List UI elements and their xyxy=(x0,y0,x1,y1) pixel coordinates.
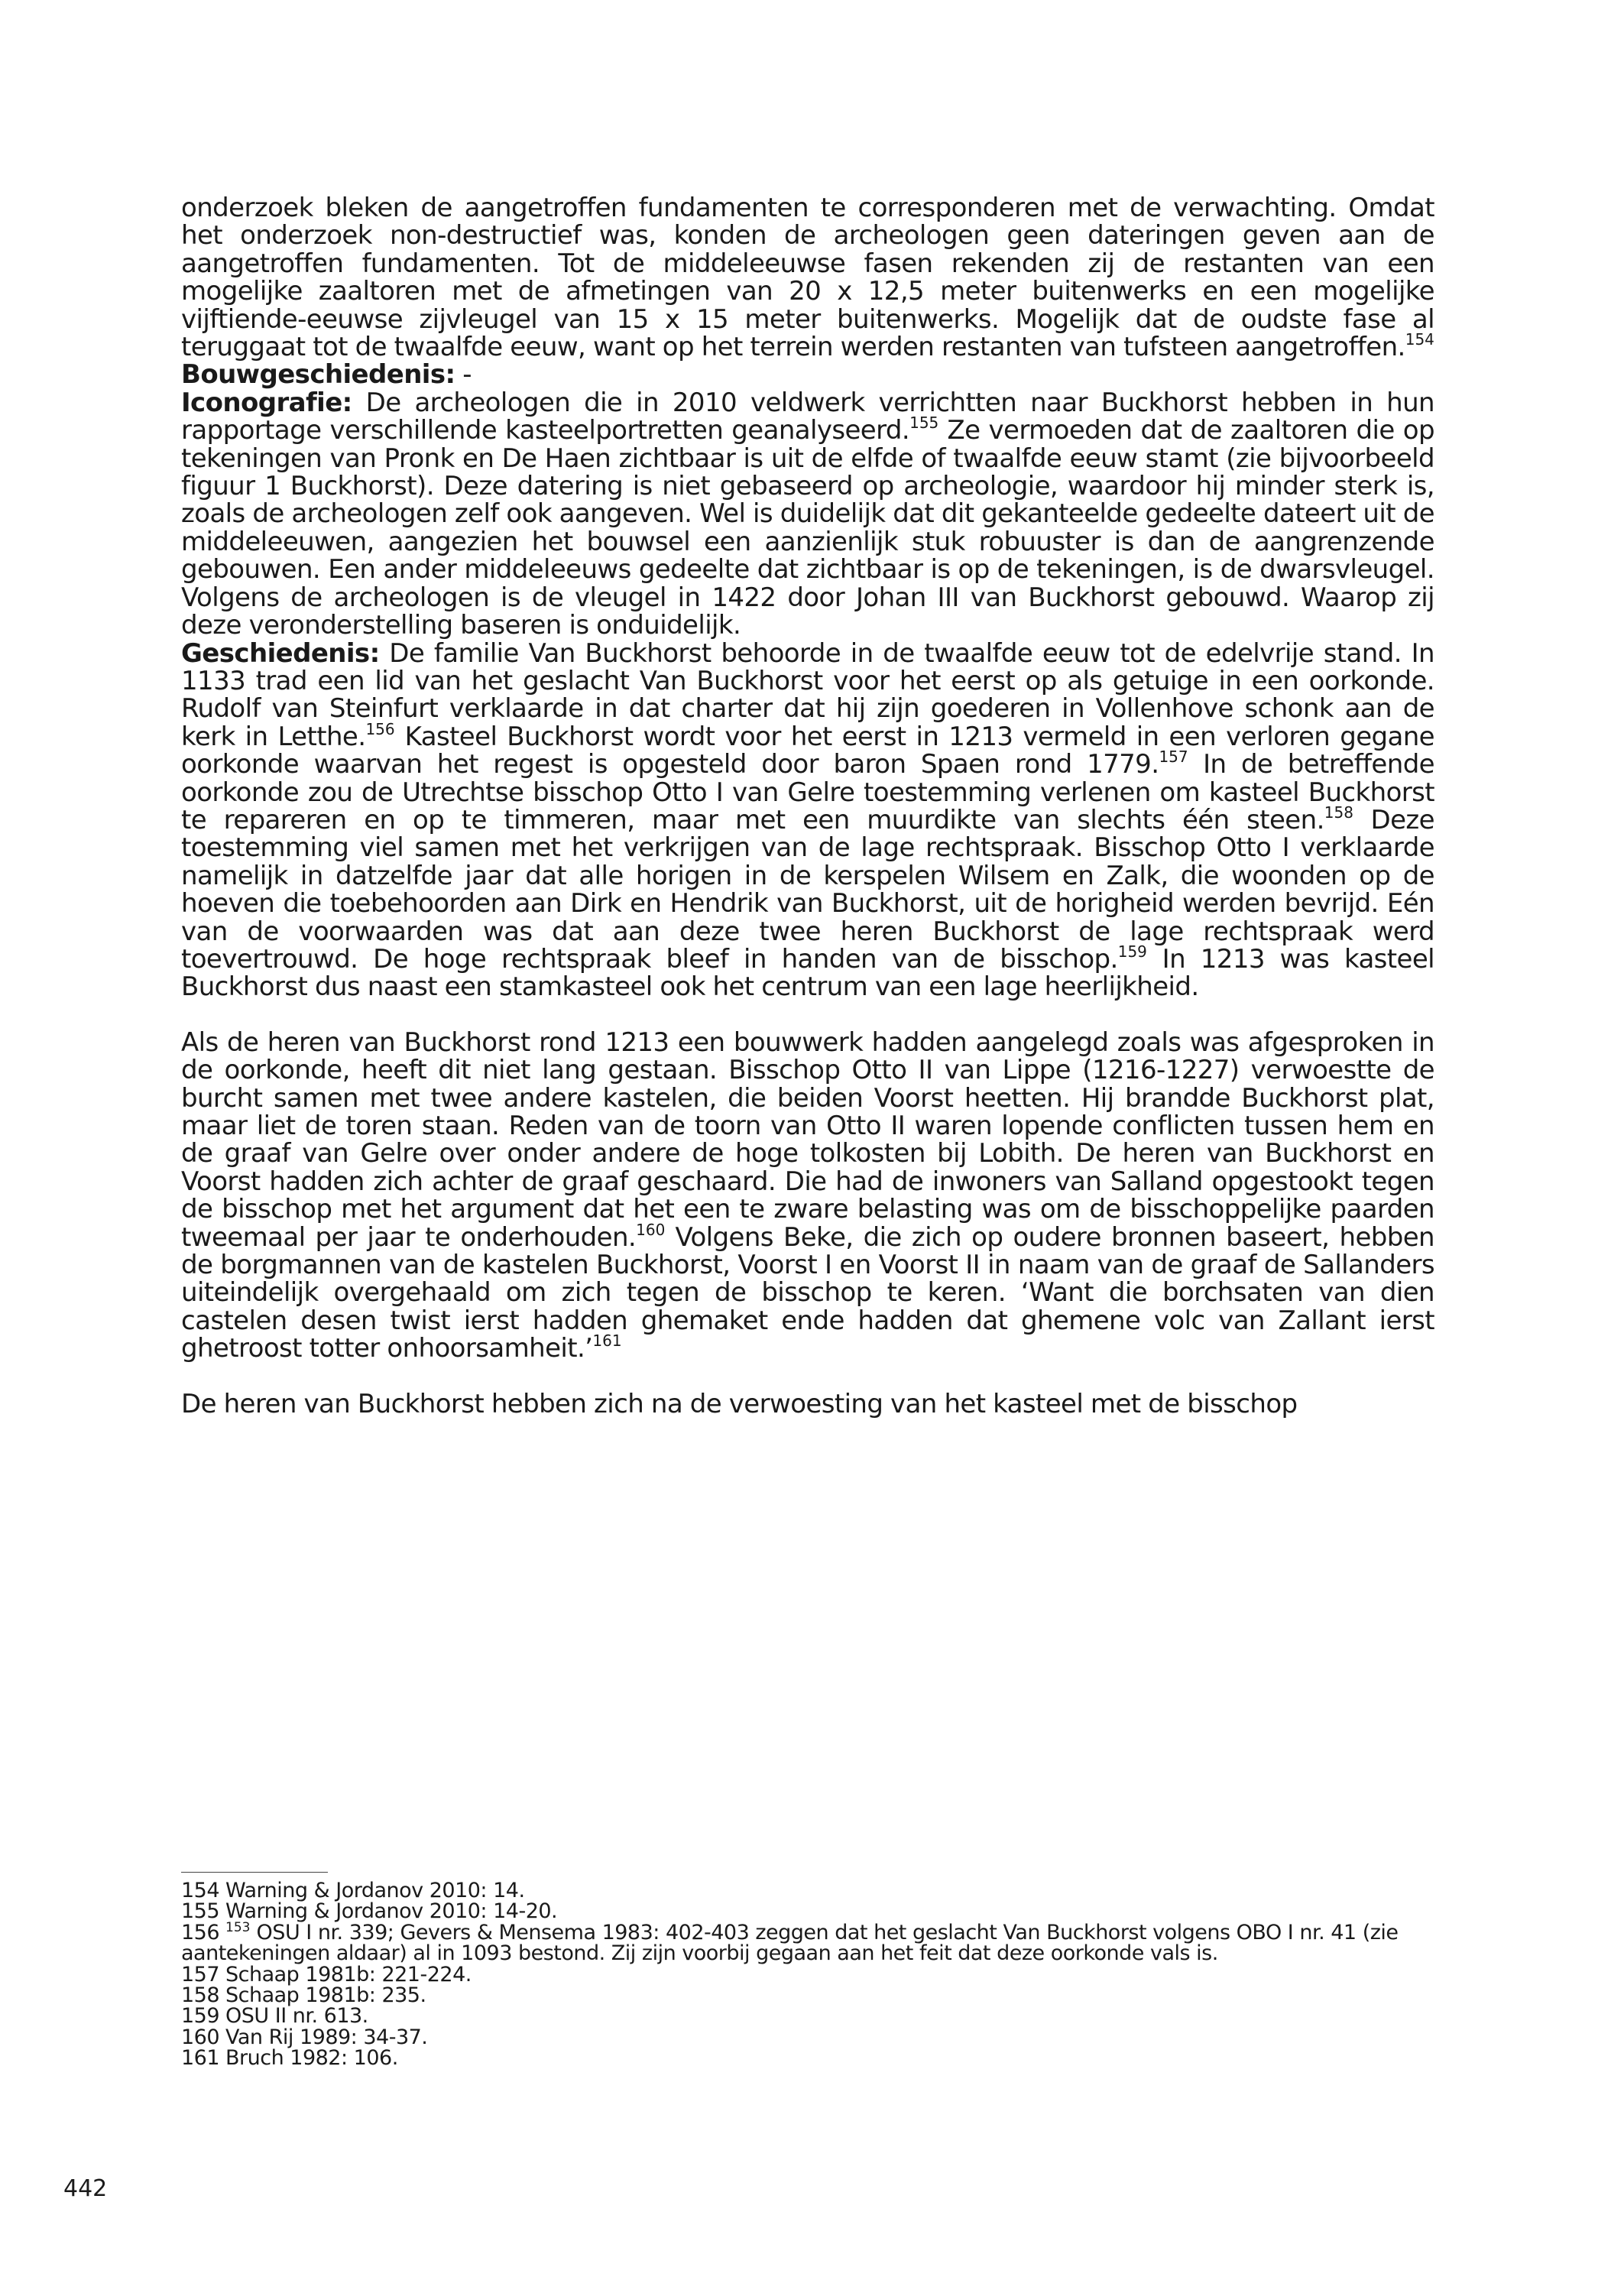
footnote-ref-156[interactable]: 156 xyxy=(365,719,395,738)
footnote-number: 154 xyxy=(181,1879,220,1902)
footnote xyxy=(181,2027,1434,2048)
footnote-separator xyxy=(181,1872,328,1873)
footnotes xyxy=(181,1880,1434,2069)
footnote-text: Bruch 1982: 106. xyxy=(225,2046,398,2071)
footnote xyxy=(181,1985,1434,2006)
footnote xyxy=(181,2004,1434,2029)
footnote-ref-161[interactable]: 161 xyxy=(592,1331,622,1351)
footnote-ref-160[interactable]: 160 xyxy=(636,1220,666,1239)
footnote xyxy=(181,1964,1434,1985)
footnote-ref-154[interactable]: 154 xyxy=(1405,330,1434,349)
page-number: 442 xyxy=(63,2175,108,2202)
footnote-number: 160 xyxy=(181,2025,220,2049)
footnote-text: OSU I nr. 339; Gevers & Mensema 1983: 402-403 zeggen dat het geslacht Van Buckhorst volgens OBO I nr. 41 (zie aantekeningen aldaar) al in 1093 bestond. Zij zijn voorbij gegaan aan het feit dat deze oorkonde vals is. xyxy=(181,1920,1399,1966)
footnote-number: 158 xyxy=(181,1983,220,2008)
footnote-number: 156 xyxy=(181,1920,220,1944)
footnote-number: 161 xyxy=(181,2046,220,2071)
footnote xyxy=(181,2046,1434,2071)
paragraph-geschiedenis: Geschiedenis: De familie Van Buckhorst behoorde in de twaalfde eeuw tot de edelvrije stand. In 1133 trad een lid van het geslacht Van Buckhorst voor het eerst op als getuige in een oorkonde. Rudolf van Steinfurt verklaarde in dat charter dat hij zijn goederen in Vollenhove schonk aan de kerk in Letthe.$^{156}$ Kasteel Buckhorst wordt voor het eerst in 1213 vermeld in een verloren gegane oorkonde waarvan het regest is opgesteld door baron Spaen rond 1779.$^{157}$ In de betreffende oorkonde zou de Utrechtse bisschop Otto I van Gelre toestemming verlenen om kasteel Buckhorst te repareren en op te timmeren, maar met een muurdikte van slechts één steen.$^{158}$ Deze toestemming viel samen met het verkrijgen van de lage rechtspraak. Bisschop Otto I verklaarde namelijk in datzelfde jaar dat alle horigen in de kerspelen Wilsem en Zalk, die woonden op de hoeven die toebehoorden aan Dirk en Hendrik van Buckhorst, uit de horigheid werden bevrijd. Eén van de voorwaarden was dat aan deze twee heren Buckhorst de lage rechtspraak werd toevertrouwd. De hoge rechtspraak bleef in handen van de bisschop.$^{159}$ In 1213 was kasteel Buckhorst dus naast een stamkasteel ook het centrum van een lage heerlijkheid. xyxy=(181,637,1435,1003)
heading-bouwgeschiedenis: Bouwgeschiedenis: xyxy=(181,359,455,391)
footnote-text: Warning & Jordanov 2010: 14. xyxy=(225,1879,525,1902)
footnote-number: 155 xyxy=(181,1899,220,1924)
footnote-inner-ref: 153 xyxy=(225,1919,251,1935)
paragraph-iconografie: Iconografie: De archeologen die in 2010 veldwerk verrichtten naar Buckhorst hebben in hun rapportage verschillende kasteelportretten geanalyseerd.$^{155}$ Ze vermoeden dat de zaaltoren die op tekeningen van Pronk en De Haen zichtbaar is uit de elfde of twaalfde eeuw stamt (zie bijvoorbeeld figuur 1 Buckhorst). Deze datering is niet gebaseerd op archeologie, waardoor hij minder sterk is, zoals de archeologen zelf ook aangeven. Wel is duidelijk dat dit gekanteelde gedeelte dateert uit de middeleeuwen, aangezien het bouwsel een aanzienlijk stuk robuuster is dan de aangrenzende gebouwen. Een ander middeleeuws gedeelte dat zichtbaar is op de tekeningen, is de dwarsvleugel. Volgens de archeologen is de vleugel in 1422 door Johan III van Buckhorst gebouwd. Waarop zij deze veronderstelling baseren is onduidelijk. xyxy=(181,387,1434,641)
footnote-ref-155[interactable]: 155 xyxy=(909,414,939,433)
heading-iconografie: Iconografie: xyxy=(181,387,352,418)
paragraph-destruction: Als de heren van Buckhorst rond 1213 een bouwwerk hadden aangelegd zoals was afgesproken in de oorkonde, heeft dit niet lang gestaan. Bisschop Otto II van Lippe (1216-1227) verwoestte de burcht samen met twee andere kastelen, die beiden Voorst heetten. Hij brandde Buckhorst plat, maar liet de toren staan. Reden van de toorn van Otto II waren lopende conflicten tussen hem en de graaf van Gelre over onder andere de hoge tolkosten bij Lobith. De heren van Buckhorst en Voorst hadden zich achter de graaf geschaard. Die had de inwoners van Salland opgestookt tegen de bisschop met het argument dat het een te zware belasting was om de bisschoppelijke paarden tweemaal per jaar te onderhouden.$^{160}$ Volgens Beke, die zich op oudere bronnen baseert, hebben de borgmannen van de kastelen Buckhorst, Voorst I en Voorst II in naam van de graaf de Sallanders uiteindelijk overgehaald om zich tegen de bisschop te keren. ‘Want die borchsaten van dien castelen desen twist ierst hadden ghemaket ende hadden dat ghemene volc van Zallant ierst ghetroost totter onhoorsamheit.’$^{161}$ xyxy=(181,1026,1434,1364)
footnote xyxy=(181,1919,1434,1966)
heading-geschiedenis: Geschiedenis: xyxy=(181,637,380,669)
footnote-number: 157 xyxy=(181,1962,220,1987)
footnote-text: Warning & Jordanov 2010: 14-20. xyxy=(225,1899,558,1924)
main-text xyxy=(181,194,1434,1418)
footnote-text: Schaap 1981b: 221-224. xyxy=(225,1962,472,1987)
footnote xyxy=(181,1880,1434,1901)
footnote-text: OSU II nr. 613. xyxy=(225,2004,368,2029)
paragraph-continuation: De heren van Buckhorst hebben zich na de verwoesting van het kasteel met de bisschop xyxy=(181,1388,1298,1419)
footnote-number: 159 xyxy=(181,2004,220,2029)
footnote-text: Schaap 1981b: 235. xyxy=(225,1983,426,2008)
paragraph-excavation: onderzoek bleken de aangetroffen fundamenten te corresponderen met de verwachting. Omdat het onderzoek non-destructief was, konden de archeologen geen dateringen geven aan de aangetroffen fundamenten. Tot de middeleeuwse fasen rekenden zij de restanten van een mogelijke zaaltoren met de afmetingen van 20 x 12,5 meter buitenwerks en een mogelijke vijftiende-eeuwse zijvleugel van 15 x 15 meter buitenwerks. Mogelijk dat de oudste fase al teruggaat tot de twaalfde eeuw, want op het terrein werden restanten van tufsteen aangetroffen.$^{154}$ xyxy=(181,193,1434,363)
footnote-ref-157[interactable]: 157 xyxy=(1159,748,1188,767)
footnote-ref-159[interactable]: 159 xyxy=(1117,942,1147,961)
paragraph-bouwgeschiedenis: Bouwgeschiedenis: - xyxy=(181,359,472,391)
footnote-text: Van Rij 1989: 34-37. xyxy=(225,2025,428,2049)
footnote-ref-158[interactable]: 158 xyxy=(1324,803,1353,822)
footnote xyxy=(181,1901,1434,1922)
